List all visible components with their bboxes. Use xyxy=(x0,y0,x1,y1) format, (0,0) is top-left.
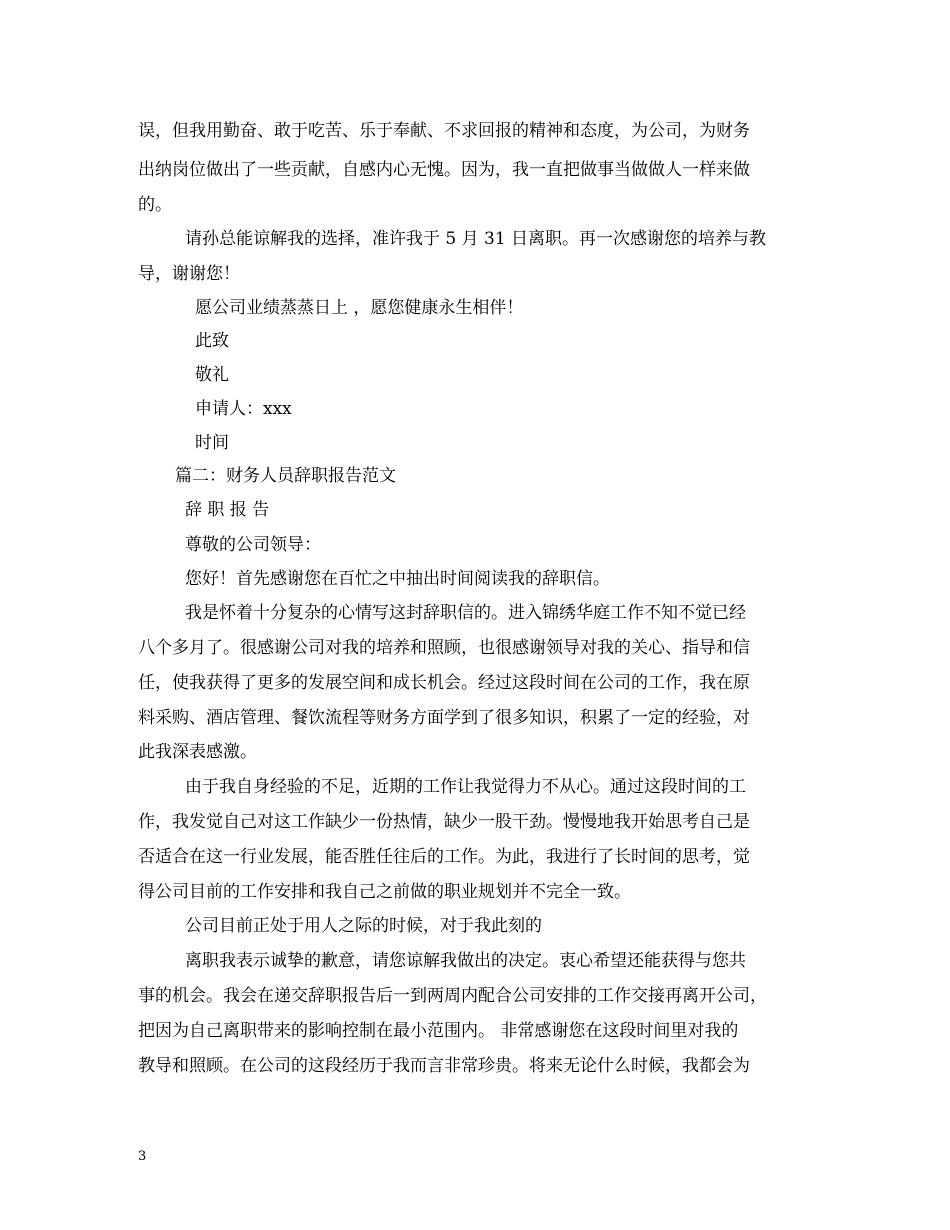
applicant-label: 申请人：xxx xyxy=(195,399,292,419)
paragraph-line: 我是怀着十分复杂的心情写这封辞职信的。进入锦绣华庭工作不知不觉已经 xyxy=(185,603,746,623)
paragraph-line: 公司目前正处于用人之际的时候，对于我此刻的 xyxy=(185,916,542,936)
paragraph-line: 把因为自己离职带来的影响控制在最小范围内。 非常感谢您在这段时间里对我的 xyxy=(138,1021,739,1041)
closing-salutation: 此致 xyxy=(195,331,229,351)
letter-greeting: 尊敬的公司领导： xyxy=(185,535,321,555)
paragraph-line: 事的机会。我会在递交辞职报告后一到两周内配合公司安排的工作交接再离开公司， xyxy=(138,986,767,1006)
paragraph-line: 料采购、酒店管理、餐饮流程等财务方面学到了很多知识，积累了一定的经验，对 xyxy=(138,708,750,728)
section-heading: 篇二：财务人员辞职报告范文 xyxy=(175,466,396,486)
page-number: 3 xyxy=(138,1149,147,1164)
paragraph-line: 的。 xyxy=(138,195,172,215)
paragraph-line: 请孙总能谅解我的选择，准许我于 5 月 31 日离职。再一次感谢您的培养与教 xyxy=(185,229,767,249)
paragraph-line: 八个多月了。很感谢公司对我的培养和照顾，也很感谢领导对我的关心、指导和信 xyxy=(138,638,750,658)
closing-wish: 愿公司业绩蒸蒸日上 ，愿您健康永生相伴！ xyxy=(195,298,524,318)
closing-salutation: 敬礼 xyxy=(195,365,229,385)
paragraph-line: 任，使我获得了更多的发展空间和成长机会。经过这段时间在公司的工作，我在原 xyxy=(138,673,750,693)
paragraph-line: 误，但我用勤奋、敢于吃苦、乐于奉献、不求回报的精神和态度，为公司，为财务 xyxy=(138,121,750,141)
paragraph-line: 教导和照顾。在公司的这段经历于我而言非常珍贵。将来无论什么时候，我都会为 xyxy=(138,1056,750,1076)
paragraph-line: 得公司目前的工作安排和我自己之前做的职业规划并不完全一致。 xyxy=(138,882,631,902)
paragraph-line: 此我深表感激。 xyxy=(138,742,257,762)
paragraph-line: 由于我自身经验的不足，近期的工作让我觉得力不从心。通过这段时间的工 xyxy=(185,777,746,797)
letter-title: 辞 职 报 告 xyxy=(185,500,270,520)
paragraph-line: 否适合在这一行业发展，能否胜任往后的工作。为此，我进行了长时间的思考，觉 xyxy=(138,847,750,867)
paragraph-line: 离职我表示诚挚的歉意，请您谅解我做出的决定。衷心希望还能获得与您共 xyxy=(185,951,746,971)
paragraph-line: 导，谢谢您！ xyxy=(138,264,240,284)
date-label: 时间 xyxy=(195,433,229,453)
paragraph-line: 您好！首先感谢您在百忙之中抽出时间阅读我的辞职信。 xyxy=(185,569,610,589)
paragraph-line: 作，我发觉自己对这工作缺少一份热情，缺少一股干劲。慢慢地我开始思考自己是 xyxy=(138,812,750,832)
paragraph-line: 出纳岗位做出了一些贡献，自感内心无愧。因为，我一直把做事当做做人一样来做 xyxy=(138,160,750,180)
